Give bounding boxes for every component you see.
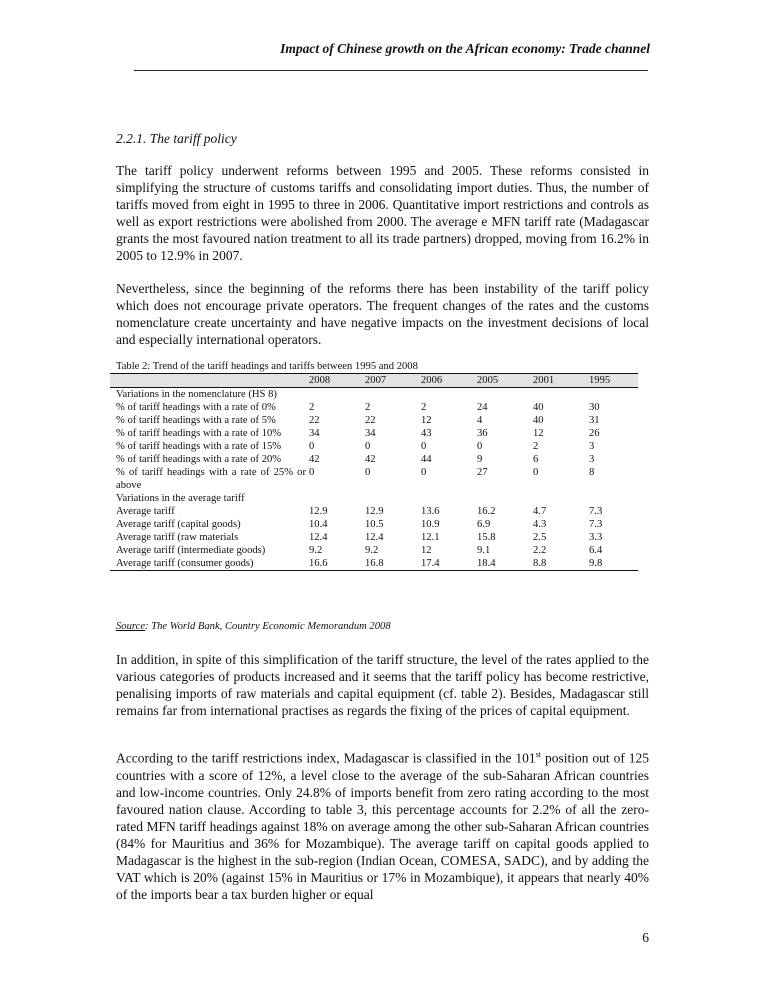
table-source — [116, 621, 391, 632]
table-section-row — [110, 388, 638, 402]
section-label: Variations in the average tariff — [116, 493, 245, 504]
table-row — [110, 505, 638, 518]
paragraph-4-rest: position out of 125 countries with a score of 12%, a level close to the average of the sub-Saharan African countries and low-income countries. Only 24.8% of imports benefit from zero rating according to the most favoured nation clause. According to table 3, this percentage accounts for 2.2% of all the zero-rated MFN tariff headings against 18% on average among the other sub-Saharan African countries (84% for Mauritius and 36% for Mozambique). The average tariff on capital goods applied to Madagascar is the highest in the sub-region (Indian Ocean, COMESA, SADC), and by adding the VAT which is 20% (against 15% in Mauritius or 17% in Mozambique), it appears that nearly 40% of the imports bear a tax burden higher or equal — [116, 750, 649, 902]
table-cell: 6.9 — [477, 519, 491, 530]
table-caption: Table 2: Trend of the tariff headings and tariffs between 1995 and 2008 — [116, 361, 418, 372]
table-cell: 10.4 — [309, 519, 328, 530]
table-header — [110, 374, 638, 388]
table-cell: 12 — [421, 545, 432, 556]
table-row — [110, 414, 638, 427]
row-label: % of tariff headings with a rate of 25% or above — [116, 467, 306, 491]
table-cell: 40 — [533, 415, 544, 426]
header-rule — [134, 70, 648, 71]
table-cell: 22 — [365, 415, 376, 426]
table-section-row — [110, 492, 638, 505]
table-cell: 24 — [477, 402, 488, 413]
source-label: Source — [116, 621, 146, 632]
table-cell: 6.4 — [589, 545, 603, 556]
row-label: % of tariff headings with a rate of 20% — [116, 454, 282, 465]
table-row — [110, 466, 638, 492]
table-cell: 31 — [589, 415, 600, 426]
table-cell: 8 — [589, 467, 595, 478]
section-title: 2.2.1. The tariff policy — [116, 131, 237, 146]
table-cell: 12.4 — [309, 532, 328, 543]
table-cell: 42 — [365, 454, 376, 465]
table-row — [110, 453, 638, 466]
tariff-table — [110, 373, 638, 571]
table-cell: 0 — [365, 441, 371, 452]
table-cell: 22 — [309, 415, 320, 426]
table-row — [110, 401, 638, 414]
table-cell: 34 — [365, 428, 376, 439]
table-cell: 15.8 — [477, 532, 496, 543]
table-cell: 0 — [309, 441, 315, 452]
section-label: Variations in the nomenclature (HS 8) — [116, 389, 277, 400]
column-header — [110, 374, 306, 388]
paragraph-3: In addition, in spite of this simplification of the tariff structure, the level of the rates applied to the various categories of products increased and it seems that the tariff policy has become restrictive, penalising imports of raw materials and capital equipment (cf. table 2). Besides, Madagascar still remains far from international practises as regards the fixing of the prices of capital equipment. — [116, 652, 649, 718]
row-label: % of tariff headings with a rate of 5% — [116, 415, 276, 426]
table-cell: 13.6 — [421, 506, 440, 517]
table-cell: 16.2 — [477, 506, 496, 517]
table-cell: 6 — [533, 454, 539, 465]
page-number: 6 — [642, 930, 649, 945]
table-cell: 9.1 — [477, 545, 491, 556]
table-cell: 16.6 — [306, 557, 362, 571]
row-label: Average tariff (capital goods) — [116, 519, 241, 530]
table-cell: 18.4 — [474, 557, 530, 571]
row-label: Average tariff (consumer goods) — [110, 557, 306, 571]
table-cell: 2.2 — [533, 545, 547, 556]
row-label: % of tariff headings with a rate of 0% — [116, 402, 276, 413]
table-row — [110, 427, 638, 440]
table-cell: 17.4 — [418, 557, 474, 571]
table-cell: 12 — [533, 428, 544, 439]
column-header: 2005 — [474, 374, 530, 388]
table-cell: 36 — [477, 428, 488, 439]
row-label: % of tariff headings with a rate of 15% — [116, 441, 282, 452]
ordinal-suffix: st — [535, 750, 542, 759]
row-label: % of tariff headings with a rate of 10% — [116, 428, 282, 439]
table-cell: 43 — [421, 428, 432, 439]
table-cell: 9.2 — [309, 545, 323, 556]
column-header: 2008 — [306, 374, 362, 388]
table-cell: 10.9 — [421, 519, 440, 530]
table-cell: 2 — [533, 441, 539, 452]
table-row — [110, 544, 638, 557]
table-row — [110, 531, 638, 544]
table-cell: 9 — [477, 454, 483, 465]
table-header-row — [110, 374, 638, 388]
table-cell: 0 — [421, 441, 427, 452]
table-cell: 12 — [421, 415, 432, 426]
table-cell: 4.7 — [533, 506, 547, 517]
table-cell: 26 — [589, 428, 600, 439]
running-header: Impact of Chinese growth on the African economy: Trade channel — [280, 41, 650, 56]
table-cell: 4.3 — [533, 519, 547, 530]
table-cell: 0 — [421, 467, 427, 478]
table-row — [110, 557, 638, 571]
table-cell: 16.8 — [362, 557, 418, 571]
row-label: Average tariff (intermediate goods) — [116, 545, 266, 556]
table-cell: 2.5 — [533, 532, 547, 543]
table-cell: 3 — [589, 454, 595, 465]
column-header: 2006 — [418, 374, 474, 388]
table-cell: 7.3 — [589, 519, 603, 530]
table-body — [110, 388, 638, 571]
paragraph-4 — [116, 746, 649, 903]
table-cell: 9.2 — [365, 545, 379, 556]
table-cell: 2 — [421, 402, 427, 413]
paragraph-4-start: According to the tariff restrictions index, Madagascar is classified in the 101 — [116, 750, 536, 766]
row-label: Average tariff (raw materials — [116, 532, 239, 543]
column-header: 1995 — [586, 374, 638, 388]
table-cell: 3 — [589, 441, 595, 452]
column-header: 2007 — [362, 374, 418, 388]
table-cell: 27 — [477, 467, 488, 478]
table-cell: 3.3 — [589, 532, 603, 543]
table-row — [110, 440, 638, 453]
table-cell: 30 — [589, 402, 600, 413]
table-cell: 2 — [309, 402, 315, 413]
row-label: Average tariff — [116, 506, 175, 517]
table-cell: 34 — [309, 428, 320, 439]
table-cell: 44 — [421, 454, 432, 465]
table-cell: 2 — [365, 402, 371, 413]
table-cell: 0 — [533, 467, 539, 478]
table-cell: 40 — [533, 402, 544, 413]
table-cell: 42 — [309, 454, 320, 465]
table-cell: 4 — [477, 415, 483, 426]
table-cell: 9.8 — [586, 557, 638, 571]
table-cell: 0 — [365, 467, 371, 478]
table-cell: 0 — [477, 441, 483, 452]
source-text: : The World Bank, Country Economic Memorandum 2008 — [145, 621, 391, 632]
table-cell: 12.9 — [365, 506, 384, 517]
table-cell: 10.5 — [365, 519, 384, 530]
table-cell: 7.3 — [589, 506, 603, 517]
table-cell: 12.4 — [365, 532, 384, 543]
paragraph-1: The tariff policy underwent reforms between 1995 and 2005. These reforms consisted in simplifying the structure of customs tariffs and consolidating import duties. Thus, the number of tariffs moved from eight in 1995 to three in 2006. Quantitative import restrictions and controls as well as export restrictions were abolished from 2000. The average e MFN tariff rate (Madagascar grants the most favoured nation treatment to all its trade partners) dropped, moving from 16.2% in 2005 to 12.9% in 2007. — [116, 163, 649, 263]
table-cell: 12.9 — [309, 506, 328, 517]
column-header: 2001 — [530, 374, 586, 388]
table-row — [110, 518, 638, 531]
table-cell: 8.8 — [530, 557, 586, 571]
table-cell: 12.1 — [421, 532, 440, 543]
paragraph-2: Nevertheless, since the beginning of the reforms there has been instability of the tariff policy which does not encourage private operators. The frequent changes of the rates and the customs nomenclature create uncertainty and have negative impacts on the investment decisions of local and especially international operators. — [116, 281, 649, 347]
table-cell: 0 — [309, 467, 315, 478]
